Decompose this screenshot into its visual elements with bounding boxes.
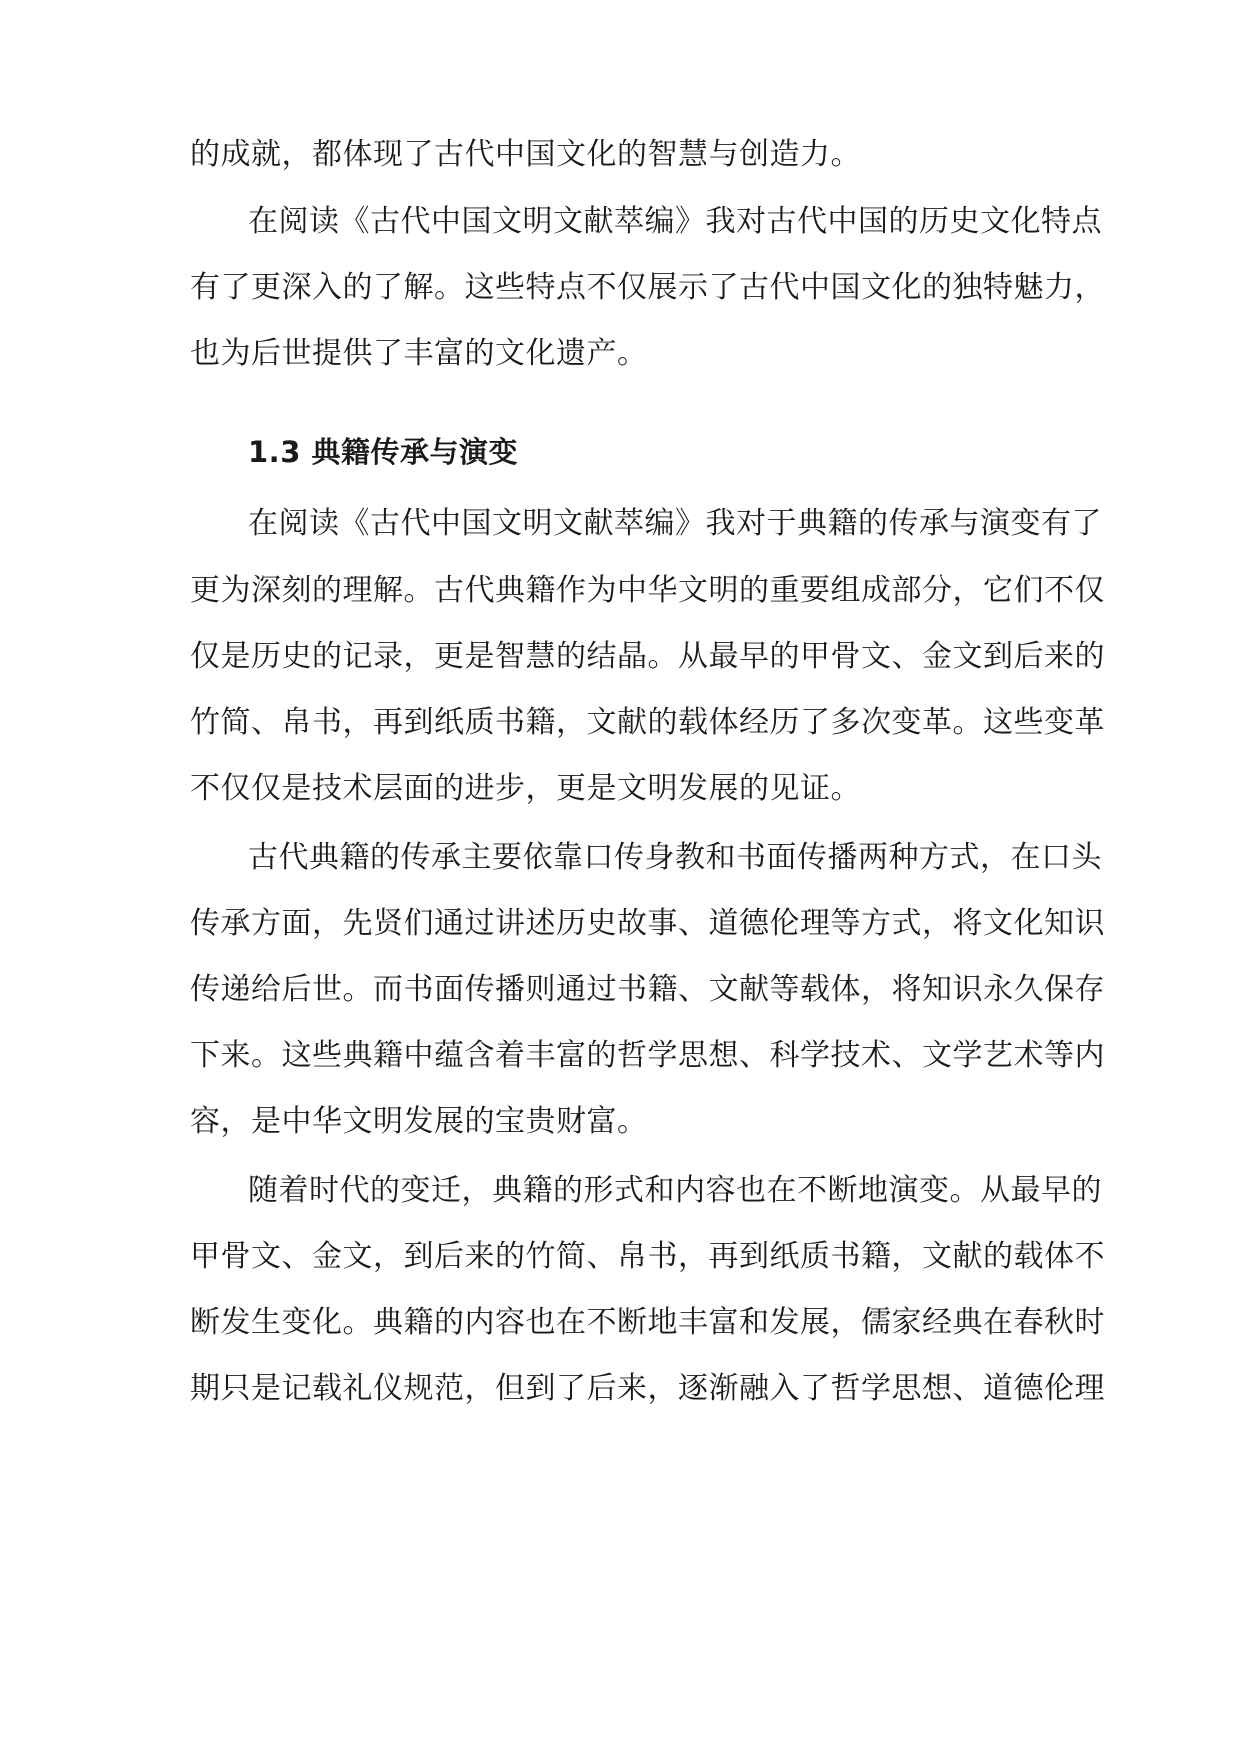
body-text-line: 不仅仅是技术层面的进步，更是文明发展的见证。	[190, 771, 861, 806]
paragraph-first-line: 随着时代的变迁，典籍的形式和内容也在不断地演变。从最早的	[248, 1173, 1102, 1208]
body-text-line: 传承方面，先贤们通过讲述历史故事、道德伦理等方式，将文化知识	[190, 906, 1105, 941]
body-text-line: 容，是中华文明发展的宝贵财富。	[190, 1104, 648, 1139]
body-text-line: 断发生变化。典籍的内容也在不断地丰富和发展，儒家经典在春秋时	[190, 1305, 1105, 1340]
section-heading: 1.3 典籍传承与演变	[248, 435, 518, 469]
paragraph-first-line: 古代典籍的传承主要依靠口传身教和书面传播两种方式，在口头	[248, 840, 1102, 875]
body-text-line: 的成就，都体现了古代中国文化的智慧与创造力。	[190, 137, 861, 172]
body-text-line: 更为深刻的理解。古代典籍作为中华文明的重要组成部分，它们不仅	[190, 573, 1105, 608]
body-text-line: 下来。这些典籍中蕴含着丰富的哲学思想、科学技术、文学艺术等内	[190, 1038, 1105, 1073]
body-text-line: 传递给后世。而书面传播则通过书籍、文献等载体，将知识永久保存	[190, 972, 1105, 1007]
paragraph-first-line: 在阅读《古代中国文明文献萃编》我对于典籍的传承与演变有了	[248, 506, 1102, 541]
body-text-line: 甲骨文、金文，到后来的竹简、帛书，再到纸质书籍，文献的载体不	[190, 1239, 1105, 1274]
body-text-line: 期只是记载礼仪规范，但到了后来，逐渐融入了哲学思想、道德伦理	[190, 1371, 1105, 1406]
paragraph-first-line: 在阅读《古代中国文明文献萃编》我对古代中国的历史文化特点	[248, 204, 1102, 239]
body-text-line: 仅是历史的记录，更是智慧的结晶。从最早的甲骨文、金文到后来的	[190, 639, 1105, 674]
body-text-line: 也为后世提供了丰富的文化遗产。	[190, 336, 648, 371]
body-text-line: 有了更深入的了解。这些特点不仅展示了古代中国文化的独特魅力，	[190, 270, 1105, 305]
body-text-line: 竹简、帛书，再到纸质书籍，文献的载体经历了多次变革。这些变革	[190, 705, 1105, 740]
